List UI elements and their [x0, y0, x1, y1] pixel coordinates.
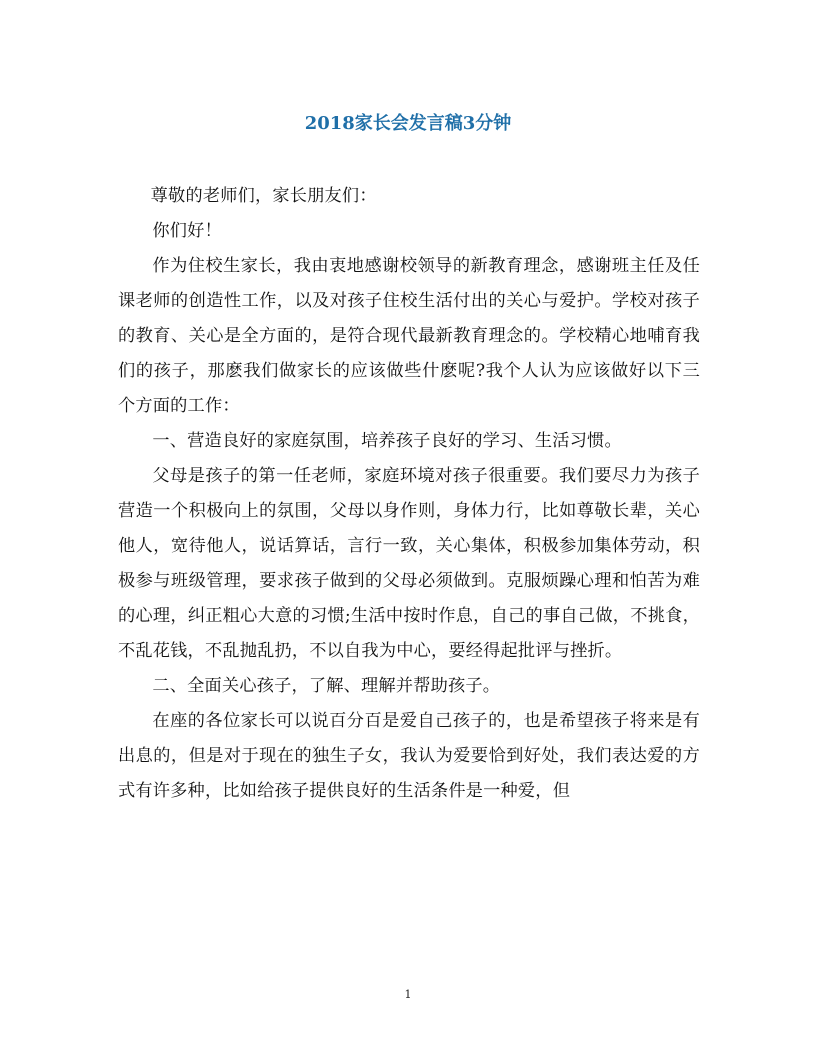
paragraph-section-2: 在座的各位家长可以说百分百是爱自己孩子的，也是希望孩子将来是有出息的，但是对于现在的独生子女，我认为爱要恰到好处，我们表达爱的方式有许多种，比如给孩子提供良好的生活条件是一种爱，但 [118, 711, 700, 801]
paragraph-section-1: 父母是孩子的第一任老师，家庭环境对孩子很重要。我们要尽力为孩子营造一个积极向上的氛围，父母以身作则，身体力行，比如尊敬长辈，关心他人，宽待他人，说话算话，言行一致，关心集体，积极参加集体劳动，积极参与班级管理，要求孩子做到的父母必须做到。克服烦躁心理和怕苦为难的心理，纠正粗心大意的习惯;生活中按时作息，自己的事自己做，不挑食，不乱花钱，不乱抛乱扔，不以自我为中心，要经得起批评与挫折。 [118, 466, 700, 661]
greeting: 你们好！ [152, 221, 222, 241]
salutation: 尊敬的老师们，家长朋友们： [150, 186, 377, 206]
page-number: 1 [404, 988, 412, 1001]
paragraph-intro: 作为住校生家长，我由衷地感谢校领导的新教育理念，感谢班主任及任课老师的创造性工作，以及对孩子住校生活付出的关心与爱护。学校对孩子的教育、关心是全方面的，是符合现代最新教育理念的。学校精心地哺育我们的孩子，那麽我们做家长的应该做些什麽呢?我个人认为应该做好以下三个方面的工作： [118, 256, 700, 416]
section-heading-2: 二、全面关心孩子，了解、理解并帮助孩子。 [152, 676, 501, 696]
section-heading-1: 一、营造良好的家庭氛围，培养孩子良好的学习、生活习惯。 [152, 431, 622, 451]
document-body [118, 179, 700, 809]
document-title: 2018家长会发言稿3分钟 [304, 113, 512, 134]
